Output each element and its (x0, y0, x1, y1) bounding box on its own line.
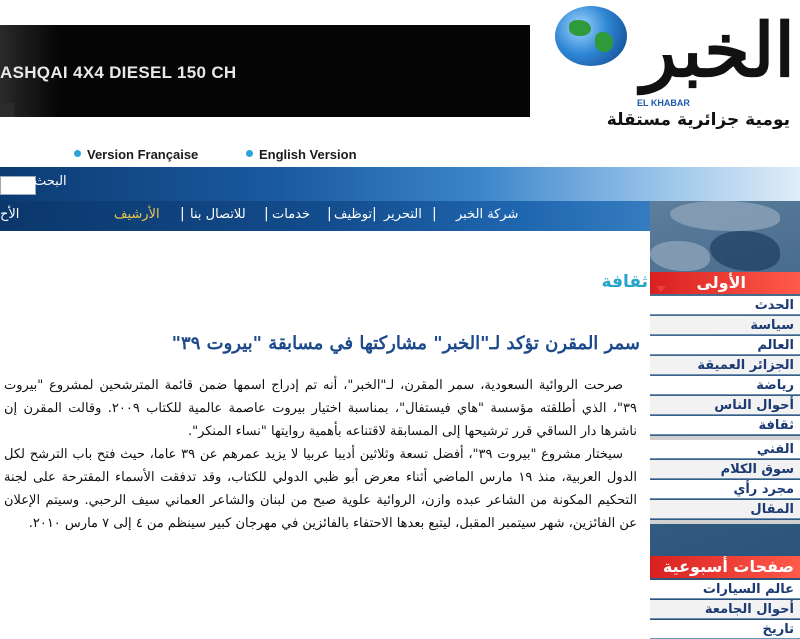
logo-tagline: يومية جزائرية مستقلة (606, 110, 790, 130)
sidebar-item-world[interactable]: العالم (650, 336, 800, 355)
sidebar-item-people[interactable]: أحوال الناس (650, 396, 800, 415)
logo-text: الخبر (640, 8, 795, 94)
sidebar-item-culture[interactable]: ثقافة (650, 416, 800, 435)
menu-gap (650, 520, 800, 524)
search-input[interactable] (0, 176, 36, 195)
article-headline[interactable]: سمر المقرن تؤكد لـ"الخبر" مشاركتها في مسابقة "بيروت ٣٩" (171, 333, 640, 354)
menu-header-weekly[interactable]: صفحات أسبوعية (650, 556, 800, 578)
sidebar-item-history[interactable]: تاريخ (650, 620, 800, 639)
nav-contact[interactable]: للاتصال بنا (190, 207, 246, 222)
english-version-link[interactable] (246, 147, 357, 162)
sidebar-item-article[interactable]: المقال (650, 500, 800, 519)
nav-separator: | (264, 206, 269, 222)
map-landmass (650, 241, 710, 271)
nav-cut-item[interactable]: الأح (0, 207, 20, 222)
nav-separator: | (372, 206, 377, 222)
sidebar-item-sports[interactable]: رياضة (650, 376, 800, 395)
map-landmass (670, 201, 780, 231)
ad-banner[interactable] (0, 25, 530, 117)
french-version-label: Version Française (87, 147, 199, 162)
dropdown-arrow-icon[interactable] (656, 286, 666, 292)
sidebar-item-politics[interactable]: سياسة (650, 316, 800, 335)
french-version-link[interactable] (74, 147, 198, 162)
ad-car-shape (0, 103, 14, 117)
english-version-label: English Version (259, 147, 357, 162)
article-paragraph: سيختار مشروع "بيروت ٣٩"، أفضل تسعة وثلاثين أديبا عربيا لا يزيد عمرهم عن ٣٩ عاما، حيث فتح باب الترشح لكل الدول العربية، منذ ١٩ مارس الماضي أثناء معرض أبو ظبي الدولي للكتاب، وقد تدفقت الأسماء المقترحة على لجنة التحكيم المكونة من الشاعر عبده وازن، الروائية علوية صبح من لبنان والشاعر العماني سيف الرحبي. وسيتم الإعلان عن الفائزين، شهر سيتمبر المقبل، ليتبع بعدها الاحتفاء بالفائزين في مهرجان كبير سينظم من ٤ إلى ٧ مارس ٢٠١٠. (4, 447, 638, 531)
nav-jobs[interactable]: توظيف (334, 207, 373, 222)
nav-separator: | (432, 206, 437, 222)
sidebar-item-cars[interactable]: عالم السيارات (650, 580, 800, 599)
menu-header-top[interactable]: الأولى (650, 272, 800, 294)
bullet-icon (74, 150, 81, 157)
nav-editorial[interactable]: التحرير (384, 207, 422, 222)
sidebar-item-deep-algeria[interactable]: الجزائر العميقة (650, 356, 800, 375)
search-label: البحث (34, 174, 67, 189)
sidebar-item-opinion[interactable]: مجرد رأي (650, 480, 800, 499)
article-paragraph: صرحت الروائية السعودية، سمر المقرن، لـ"الخبر"، أنه تم إدراج اسمها ضمن قائمة المترشحين لمشروع "بيروت ٣٩"، الذي أطلقته مؤسسة "هاي فيستفال"، بمناسبة اختيار بيروت عاصمة عالمية للكتاب ٢٠٠٩. وقالت المقرن إن ناشرها دار الساقي قرر ترشيحها إلى المسابقة لاقتناعه بأهمية روايتها "نساء المنكر". (4, 378, 637, 439)
site-logo[interactable] (545, 0, 800, 145)
sidebar-item-arts[interactable]: الفني (650, 440, 800, 459)
nav-separator: | (180, 206, 185, 222)
bullet-icon (246, 150, 253, 157)
section-title: ثقافة (601, 272, 648, 292)
nav-separator: | (327, 206, 332, 222)
sidebar-item-university[interactable]: أحوال الجامعة (650, 600, 800, 619)
search-strip (0, 167, 800, 201)
ad-text[interactable]: ASHQAI 4X4 DIESEL 150 CH (0, 63, 237, 82)
nav-services[interactable]: خدمات (272, 207, 311, 222)
sidebar-menu (650, 272, 800, 637)
article-body (4, 374, 637, 535)
sidebar-item-talk-market[interactable]: سوق الكلام (650, 460, 800, 479)
map-sea (710, 231, 780, 271)
sidebar-item-event[interactable]: الحدث (650, 296, 800, 315)
language-bar (0, 145, 800, 167)
logo-latin: EL KHABAR (637, 98, 690, 108)
nav-archive[interactable]: الأرشيف (114, 207, 160, 222)
nav-company[interactable]: شركة الخبر (456, 207, 519, 222)
